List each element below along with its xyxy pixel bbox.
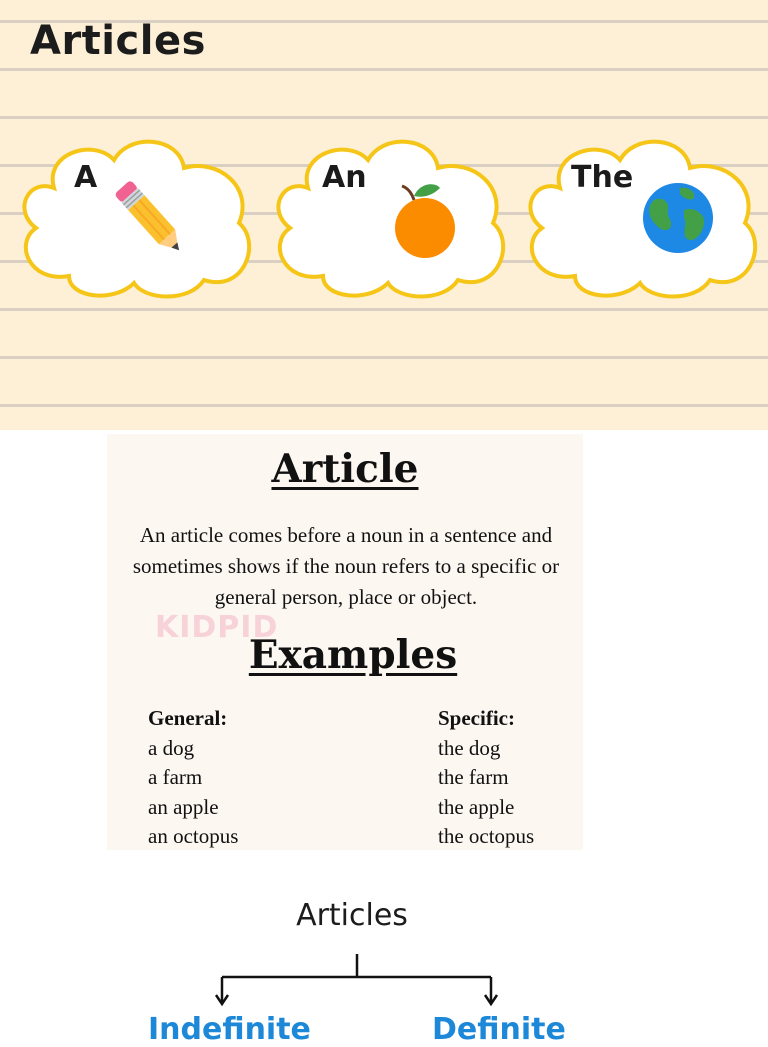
example-item: an octopus (148, 824, 239, 848)
example-item: the dog (438, 735, 501, 760)
panel-title: Articles (30, 18, 206, 64)
tree-root-label: Articles (296, 898, 408, 933)
article-definition-card (107, 434, 583, 850)
example-item: a dog (148, 735, 195, 760)
tree-leaf-definite: Definite (432, 1012, 566, 1047)
cloud-label: A (74, 160, 98, 195)
specific-heading: Specific: (438, 706, 515, 730)
globe-icon (640, 180, 716, 256)
example-item: a farm (148, 765, 203, 789)
cloud-label: An (322, 160, 367, 195)
general-examples-column (148, 704, 238, 852)
watermark-logo: KIDPID (155, 610, 279, 645)
cloud-card-an (268, 128, 513, 300)
cloud-label: The (571, 160, 634, 195)
articles-illustration-panel (0, 0, 768, 430)
cloud-card-the (520, 128, 765, 300)
example-item: the farm (438, 765, 509, 789)
cloud-card-a (14, 128, 259, 300)
example-item: the apple (438, 794, 515, 819)
specific-examples-column (438, 704, 534, 852)
pencil-icon (106, 174, 196, 264)
tree-leaf-indefinite: Indefinite (148, 1012, 311, 1047)
articles-tree-diagram (0, 880, 768, 1047)
example-item: an apple (148, 794, 219, 819)
tree-connectors (0, 880, 768, 1024)
definition-text: An article comes before a noun in a sentence and sometimes shows if the noun refers to a specific or general person, place or object. (132, 523, 560, 609)
general-heading: General: (148, 706, 228, 730)
example-item: the octopus (438, 824, 535, 848)
card-title: Article (271, 446, 419, 492)
orange-icon (380, 176, 464, 260)
examples-heading: Examples (248, 632, 458, 678)
